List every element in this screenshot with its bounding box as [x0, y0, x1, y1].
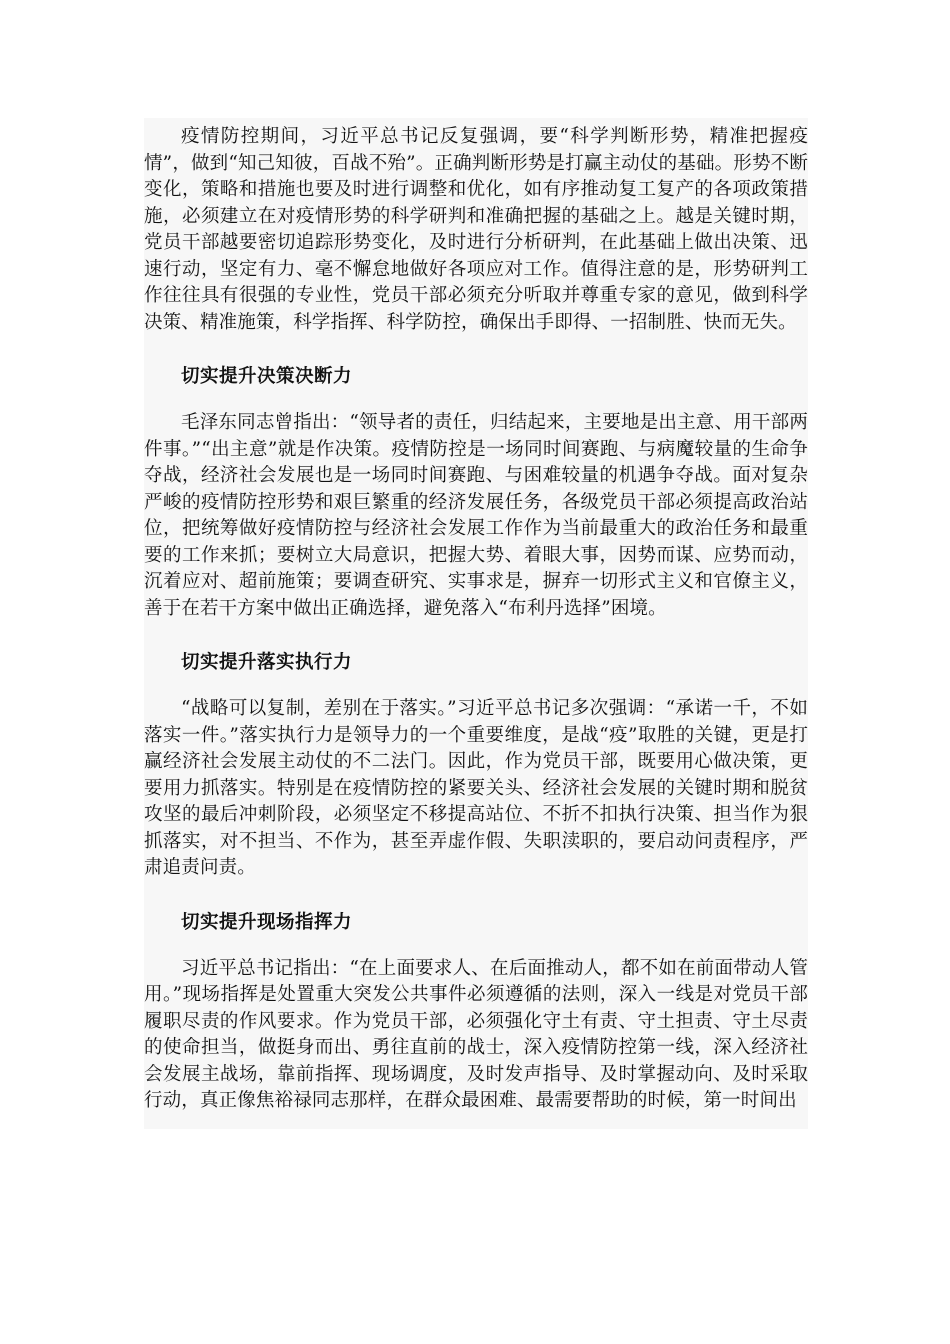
paragraph-situation-judgment: 疫情防控期间，习近平总书记反复强调，要“科学判断形势，精准把握疫情”，做到“知己知彼，百战不殆”。正确判断形势是打赢主动仗的基础。形势不断变化，策略和措施也要及时进行调整和优化，如有序推动复工复产的各项政策措施，必须建立在对疫情形势的科学研判和准确把握的基础之上。越是关键时期，党员干部越要密切追踪形势变化，及时进行分析研判，在此基础上做出决策、迅速行动，坚定有力、毫不懈怠地做好各项应对工作。值得注意的是，形势研判工作往往具有很强的专业性，党员干部必须充分听取并尊重专家的意见，做到科学决策、精准施策，科学指挥、科学防控，确保出手即得、一招制胜、快而无失。: [144, 126, 808, 333]
section-heading-decision: 切实提升决策决断力: [181, 366, 353, 387]
section-heading-execution: 切实提升落实执行力: [181, 652, 353, 673]
paragraph-onsite-command: 习近平总书记指出：“在上面要求人、在后面推动人，都不如在前面带动人管用。”现场指挥是处置重大突发公共事件必须遵循的法则，深入一线是对党员干部履职尽责的作风要求。作为党员干部，必须强化守土有责、守土担责、守土尽责的使命担当，做挺身而出、勇往直前的战士，深入疫情防控第一线，深入经济社会发展主战场，靠前指挥、现场调度，及时发声指导、及时掌握动向、及时采取行动，真正像焦裕禄同志那样，在群众最困难、最需要帮助的时候，第一时间出: [144, 957, 808, 1111]
paragraph-execution: “战略可以复制，差别在于落实。”习近平总书记多次强调：“承诺一千，不如落实一件。”落实执行力是领导力的一个重要维度，是战“疫”取胜的关键，更是打赢经济社会发展主动仗的不二法门。因此，作为党员干部，既要用心做决策，更要用力抓落实。特别是在疫情防控的紧要关头、经济社会发展的关键时期和脱贫攻坚的最后冲刺阶段，必须坚定不移提高站位、不折不扣执行决策、担当作为狠抓落实，对不担当、不作为，甚至弄虚作假、失职渎职的，要启动问责程序，严肃追责问责。: [144, 698, 808, 878]
section-heading-onsite-command: 切实提升现场指挥力: [181, 911, 353, 933]
article-body: [144, 118, 808, 1129]
paragraph-decision: 毛泽东同志曾指出：“领导者的责任，归结起来，主要地是出主意、用干部两件事。”“出主意”就是作决策。疫情防控是一场同时间赛跑、与病魔较量的生命争夺战，经济社会发展也是一场同时间赛跑、与困难较量的机遇争夺战。面对复杂严峻的疫情防控形势和艰巨繁重的经济发展任务，各级党员干部必须提高政治站位，把统筹做好疫情防控与经济社会发展工作作为当前最重大的政治任务和最重要的工作来抓；要树立大局意识，把握大势、着眼大事，因势而谋、应势而动，沉着应对、超前施策；要调查研究、实事求是，摒弃一切形式主义和官僚主义，善于在若干方案中做出正确选择，避免落入“布利丹选择”困境。: [144, 412, 808, 619]
